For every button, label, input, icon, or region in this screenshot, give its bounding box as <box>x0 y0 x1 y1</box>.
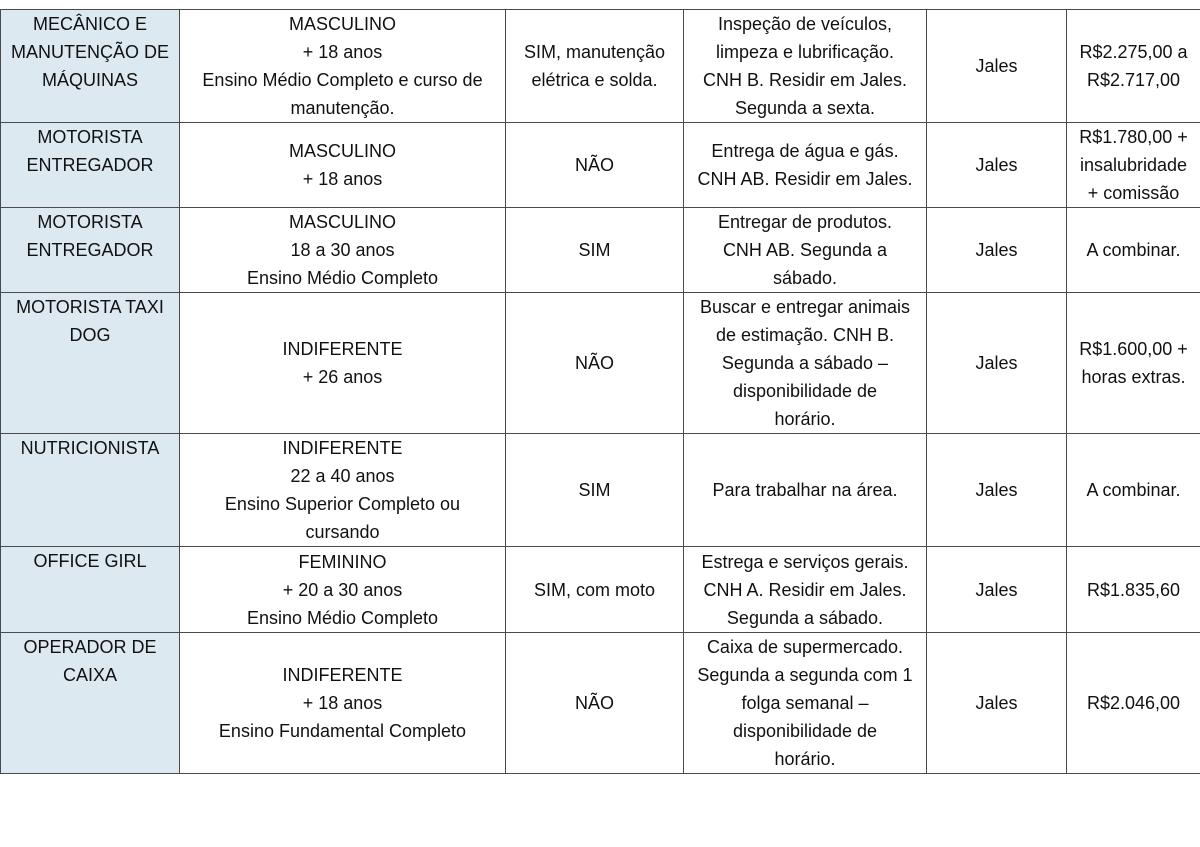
description-line: Para trabalhar na área. <box>712 480 898 500</box>
table-row <box>1 547 1200 633</box>
city-text: Jales <box>975 353 1018 373</box>
city-text: Jales <box>975 693 1018 713</box>
job-title-line: NUTRICIONISTA <box>20 438 160 458</box>
experience-line: NÃO <box>574 155 614 175</box>
requirements-line: INDIFERENTE <box>282 339 403 359</box>
requirements-line: INDIFERENTE <box>282 665 403 685</box>
job-title-cell <box>1 208 180 293</box>
city-cell <box>927 547 1067 633</box>
experience-line: elétrica e solda. <box>531 70 658 90</box>
requirements-cell <box>180 633 506 774</box>
description-line: CNH A. Residir em Jales. <box>703 579 907 600</box>
requirements-cell <box>180 293 506 434</box>
city-text: Jales <box>975 579 1018 600</box>
description-cell <box>684 123 927 208</box>
salary-line: R$2.046,00 <box>1086 693 1181 713</box>
requirements-line: MASCULINO <box>288 141 396 161</box>
requirements-line: MASCULINO <box>288 14 396 34</box>
job-title-line: CAIXA <box>62 665 118 685</box>
job-title-line: MÁQUINAS <box>41 70 138 90</box>
salary-cell <box>1067 208 1200 293</box>
job-title-cell <box>1 633 180 774</box>
table-row <box>1 123 1200 208</box>
job-title-line: MECÂNICO E <box>32 14 147 34</box>
description-cell <box>684 633 927 774</box>
city-text: Jales <box>975 56 1018 76</box>
description-line: CNH AB. Segunda a <box>722 240 888 260</box>
requirements-line: FEMININO <box>298 551 387 572</box>
requirements-line: + 18 anos <box>302 693 383 713</box>
table-row <box>1 633 1200 774</box>
job-title-cell <box>1 123 180 208</box>
description-cell <box>684 293 927 434</box>
job-title-cell <box>1 547 180 633</box>
requirements-line: MASCULINO <box>288 212 396 232</box>
description-line: Segunda a segunda com 1 <box>697 665 913 685</box>
description-line: horário. <box>774 749 836 769</box>
requirements-cell <box>180 434 506 547</box>
description-line: Segunda a sábado. <box>726 607 884 628</box>
experience-cell <box>506 434 684 547</box>
salary-line: R$1.780,00 + <box>1079 127 1188 147</box>
description-line: Segunda a sábado – <box>721 353 889 373</box>
salary-cell <box>1067 10 1200 123</box>
table-row <box>1 293 1200 434</box>
salary-line: R$1.600,00 + <box>1079 339 1188 359</box>
job-title-line: DOG <box>69 325 111 345</box>
description-cell <box>684 10 927 123</box>
experience-line: NÃO <box>574 693 614 713</box>
salary-line: R$2.717,00 <box>1086 70 1181 90</box>
description-cell <box>684 208 927 293</box>
salary-line: A combinar. <box>1086 480 1181 500</box>
salary-cell <box>1067 123 1200 208</box>
salary-line: horas extras. <box>1081 367 1186 387</box>
salary-cell <box>1067 547 1200 633</box>
job-title-cell <box>1 434 180 547</box>
table-row <box>1 434 1200 547</box>
job-title-line: ENTREGADOR <box>26 240 154 260</box>
salary-line: A combinar. <box>1086 240 1181 260</box>
description-line: Inspeção de veículos, <box>717 14 893 34</box>
city-cell <box>927 10 1067 123</box>
salary-line: + comissão <box>1087 183 1180 203</box>
job-listings-body <box>1 10 1200 774</box>
description-line: disponibilidade de <box>732 721 878 741</box>
job-title-line: OFFICE GIRL <box>33 551 147 571</box>
experience-line: SIM <box>578 240 611 260</box>
requirements-line: + 18 anos <box>302 169 383 189</box>
city-cell <box>927 633 1067 774</box>
table-row <box>1 10 1200 123</box>
requirements-line: manutenção. <box>290 98 395 118</box>
city-cell <box>927 293 1067 434</box>
experience-cell <box>506 10 684 123</box>
requirements-line: Ensino Médio Completo <box>246 607 439 628</box>
description-line: Buscar e entregar animais <box>699 297 911 317</box>
experience-cell <box>506 123 684 208</box>
requirements-line: + 20 a 30 anos <box>282 579 403 600</box>
description-line: CNH B. Residir em Jales. <box>702 70 908 90</box>
salary-line: R$2.275,00 a <box>1079 42 1188 62</box>
description-line: horário. <box>774 409 836 429</box>
description-line: Entrega de água e gás. <box>711 141 899 161</box>
city-text: Jales <box>975 155 1018 175</box>
salary-cell <box>1067 633 1200 774</box>
requirements-cell <box>180 547 506 633</box>
experience-line: SIM, com moto <box>533 579 656 600</box>
experience-line: NÃO <box>574 353 614 373</box>
job-title-line: MOTORISTA <box>37 127 143 147</box>
requirements-line: + 18 anos <box>302 42 383 62</box>
job-title-line: OPERADOR DE <box>23 637 157 657</box>
description-line: Caixa de supermercado. <box>706 637 904 657</box>
job-title-line: MOTORISTA TAXI <box>16 297 164 317</box>
requirements-line: Ensino Médio Completo e curso de <box>202 70 483 90</box>
experience-line: SIM, manutenção <box>523 42 666 62</box>
table-row <box>1 208 1200 293</box>
experience-line: SIM <box>578 480 611 500</box>
salary-cell <box>1067 434 1200 547</box>
job-listings-table <box>0 9 1200 774</box>
experience-cell <box>506 633 684 774</box>
description-line: Segunda a sexta. <box>734 98 876 118</box>
requirements-line: INDIFERENTE <box>282 438 403 458</box>
description-cell <box>684 434 927 547</box>
experience-cell <box>506 293 684 434</box>
requirements-line: 18 a 30 anos <box>290 240 395 260</box>
description-cell <box>684 547 927 633</box>
description-line: disponibilidade de <box>732 381 878 401</box>
experience-cell <box>506 547 684 633</box>
salary-cell <box>1067 293 1200 434</box>
requirements-line: Ensino Superior Completo ou <box>224 494 461 514</box>
description-line: Entregar de produtos. <box>717 212 893 232</box>
page-top-margin <box>0 0 1200 9</box>
job-title-line: MOTORISTA <box>37 212 143 232</box>
description-line: Estrega e serviços gerais. <box>701 551 909 572</box>
description-line: de estimação. CNH B. <box>715 325 895 345</box>
salary-line: R$1.835,60 <box>1086 579 1181 600</box>
requirements-cell <box>180 123 506 208</box>
description-line: folga semanal – <box>741 693 869 713</box>
salary-line: insalubridade <box>1079 155 1188 175</box>
city-cell <box>927 123 1067 208</box>
description-line: CNH AB. Residir em Jales. <box>697 169 913 189</box>
requirements-line: 22 a 40 anos <box>290 466 395 486</box>
requirements-cell <box>180 10 506 123</box>
requirements-cell <box>180 208 506 293</box>
requirements-line: + 26 anos <box>302 367 383 387</box>
job-title-line: MANUTENÇÃO DE <box>10 42 169 62</box>
city-cell <box>927 434 1067 547</box>
job-title-line: ENTREGADOR <box>26 155 154 175</box>
city-text: Jales <box>975 240 1018 260</box>
description-line: limpeza e lubrificação. <box>715 42 895 62</box>
requirements-line: Ensino Fundamental Completo <box>218 721 467 741</box>
job-title-cell <box>1 10 180 123</box>
requirements-line: Ensino Médio Completo <box>246 268 439 288</box>
description-line: sábado. <box>772 268 838 288</box>
city-text: Jales <box>975 480 1018 500</box>
job-title-cell <box>1 293 180 434</box>
requirements-line: cursando <box>305 522 380 542</box>
experience-cell <box>506 208 684 293</box>
city-cell <box>927 208 1067 293</box>
